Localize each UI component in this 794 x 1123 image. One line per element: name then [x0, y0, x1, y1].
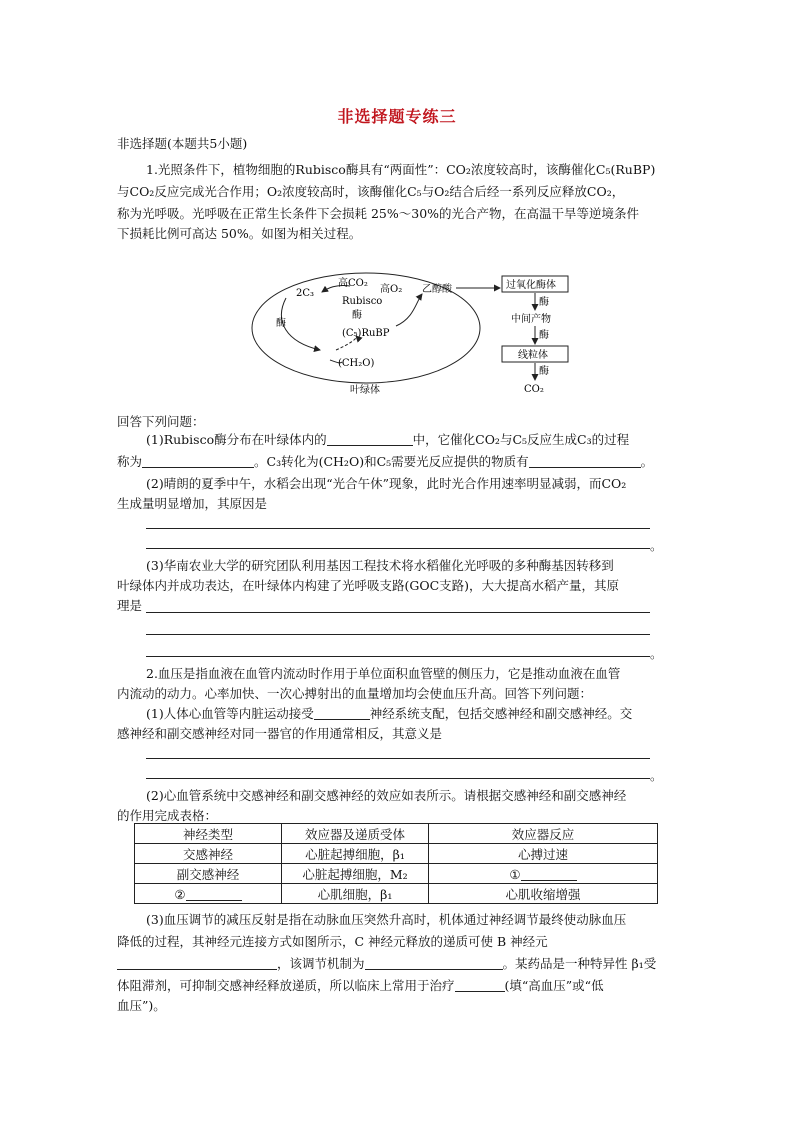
label-intermediate: 中间产物: [511, 314, 551, 325]
q1-stem-line4: 下损耗比例可高达 50%。如图为相关过程。: [117, 226, 362, 241]
q1-sub1-line2: 称为 。C₃转化为(CH₂O)和C₅需要光反应提供的物质有 。: [117, 454, 654, 469]
q2-sub1-answer-line2[interactable]: [146, 778, 650, 779]
q2-sub1-line1: (1)人体心血管等内脏运动接受 神经系统支配，包括交感神经和副交感神经。交: [146, 706, 633, 721]
table-cell: 心肌细胞，β₁: [282, 884, 429, 904]
section-intro: 非选择题(本题共5小题): [117, 136, 248, 151]
q2-sub3-line1: (3)血压调节的减压反射是指在动脉血压突然升高时，机体通过神经调节最终使动脉血压: [146, 912, 627, 927]
label-two-c3: 2C₃: [296, 288, 315, 299]
q2-sub2-line2: 的作用完成表格：: [117, 808, 218, 823]
q1-sub3-answer-line2[interactable]: [146, 634, 650, 635]
table-header: 效应器反应: [429, 824, 658, 844]
table-cell: 交感神经: [135, 844, 282, 864]
label-rubisco-enzyme: 酶: [352, 310, 362, 321]
table-cell-blank-2[interactable]: ②: [135, 884, 282, 904]
table-cell: 副交感神经: [135, 864, 282, 884]
q1-blank-process[interactable]: [142, 453, 254, 468]
label-peroxisome: 过氧化酶体: [506, 280, 556, 291]
q1-sub2-answer-line2[interactable]: [146, 548, 650, 549]
label-ch2o: (CH₂O): [338, 358, 375, 369]
label-enzyme-3: 酶: [539, 366, 549, 377]
q1-sub2-answer-line1[interactable]: [146, 528, 650, 529]
q1-sub3-answer-line1[interactable]: [146, 612, 650, 613]
table-cell: 心脏起搏细胞，M₂: [282, 864, 429, 884]
label-chloroplast: 叶绿体: [350, 385, 380, 396]
label-rubp: (C₅)RuBP: [342, 328, 390, 339]
q1-sub3-line1: (3)华南农业大学的研究团队利用基因工程技术将水稻催化光呼吸的多种酶基因转移到: [146, 558, 614, 573]
page-title: 非选择题专练三: [337, 107, 457, 126]
label-rubisco: Rubisco: [342, 296, 383, 307]
effector-table: [134, 823, 658, 904]
label-high-co2: 高CO₂: [338, 278, 368, 289]
q1-sub1-line1: (1)Rubisco酶分布在叶绿体内的 中，它催化CO₂与C₅反应生成C₃的过程: [146, 432, 630, 447]
label-glycolate: 乙醇酸: [422, 284, 452, 295]
q2-sub1-period: 。: [650, 768, 663, 783]
q1-stem-line3: 称为光呼吸。光呼吸在正常生长条件下会损耗 25%～30%的光合产物，在高温干旱等逆境条件: [117, 206, 640, 221]
q2-stem-line2: 内流动的动力。心率加快、一次心搏射出的血量增加均会使血压升高。回答下列问题：: [117, 686, 593, 701]
q1-sub3-line3: 理是: [117, 598, 143, 613]
q2-blank-neuron-effect[interactable]: [117, 955, 277, 970]
q2-sub3-line5: 血压”)。: [117, 998, 166, 1013]
q2-sub1-answer-line1[interactable]: [146, 758, 650, 759]
oxygenation-arrow: [396, 294, 422, 326]
q1-sub2-line2: 生成量明显增加，其原因是: [117, 496, 268, 511]
q2-sub3-line3: ，该调节机制为 。某药品是一种特异性 β₁受: [117, 954, 677, 974]
q2-sub3-line4: 体阻滞剂，可抑制交感神经释放递质，所以临床上常用于治疗 (填“高血压”或“低: [117, 978, 604, 993]
q1-sub3-answer-line3[interactable]: [146, 656, 650, 657]
q2-blank-treatment[interactable]: [455, 977, 505, 992]
table-header-row: [135, 824, 658, 844]
c3-reduction-arrow: [281, 298, 320, 350]
q1-stem-line1: 1.光照条件下，植物细胞的Rubisco酶具有“两面性”：CO₂浓度较高时，该酶催化C₅(RuBP): [146, 162, 656, 177]
label-enzyme-1: 酶: [539, 297, 549, 308]
q1-sub2-period: 。: [650, 538, 663, 553]
table-row: [135, 844, 658, 864]
q1-answer-prompt: 回答下列问题：: [117, 414, 205, 429]
table-cell: 心肌收缩增强: [429, 884, 658, 904]
label-mitochondrion: 线粒体: [518, 350, 548, 361]
photorespiration-diagram: [246, 266, 586, 398]
table-cell: 心搏过速: [429, 844, 658, 864]
table-header: 神经类型: [135, 824, 282, 844]
q2-sub2-line1: (2)心血管系统中交感神经和副交感神经的效应如表所示。请根据交感神经和副交感神经: [146, 788, 627, 803]
q1-blank-location[interactable]: [327, 431, 413, 446]
label-enzyme-2: 酶: [539, 330, 549, 341]
table-row: [135, 864, 658, 884]
q1-sub3-period: 。: [650, 646, 663, 661]
q2-sub3-line2: 降低的过程，其神经元连接方式如图所示，C 神经元释放的递质可使 B 神经元: [117, 934, 548, 949]
q2-blank-nervous-system[interactable]: [314, 705, 370, 720]
q1-sub3-line2: 叶绿体内并成功表达，在叶绿体内构建了光呼吸支路(GOC支路)，大大提高水稻产量，其原: [117, 578, 620, 593]
table-cell: 心脏起搏细胞，β₁: [282, 844, 429, 864]
q1-blank-substances[interactable]: [529, 453, 641, 468]
q2-sub1-line2: 感神经和副交感神经对同一器官的作用通常相反，其意义是: [117, 726, 443, 741]
table-cell-blank-1[interactable]: ①: [429, 864, 658, 884]
label-co2-output: CO₂: [524, 384, 544, 395]
q2-blank-mechanism[interactable]: [365, 955, 503, 970]
q1-stem-line2: 与CO₂反应完成光合作用；O₂浓度较高时，该酶催化C₅与O₂结合后经一系列反应释放CO₂，: [117, 184, 625, 199]
table-row: [135, 884, 658, 904]
label-cycle-enzyme: 酶: [276, 318, 286, 329]
label-high-o2: 高O₂: [380, 284, 403, 295]
q2-stem-line1: 2.血压是指血液在血管内流动时作用于单位面积血管壁的侧压力，它是推动血液在血管: [146, 666, 621, 681]
table-header: 效应器及递质受体: [282, 824, 429, 844]
q1-sub2-line1: (2)晴朗的夏季中午，水稻会出现“光合午休”现象，此时光合作用速率明显减弱，而CO₂: [146, 476, 627, 491]
